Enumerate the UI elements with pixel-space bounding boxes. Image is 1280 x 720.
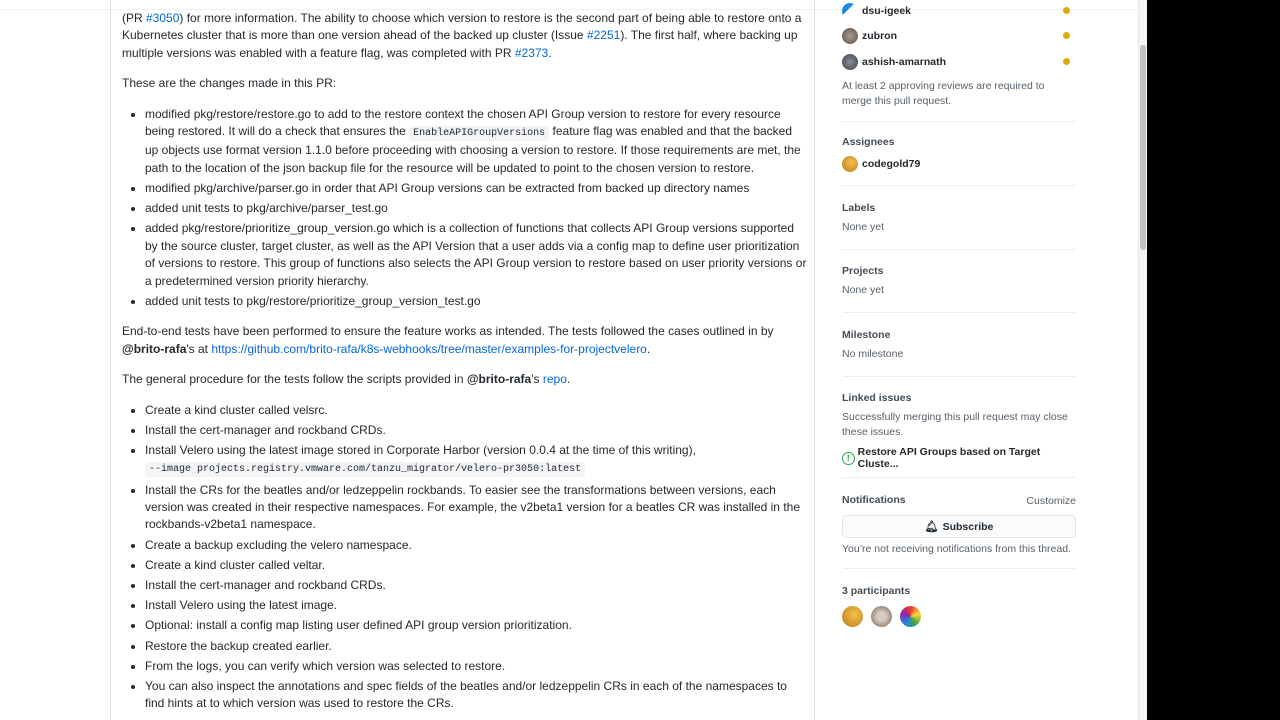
linked-issues-note: Successfully merging this pull request may close these issues. <box>842 411 1068 438</box>
assignee[interactable]: codegold79 <box>842 156 1076 172</box>
divider <box>842 185 1076 186</box>
pending-review-icon <box>1063 7 1070 14</box>
repo-link[interactable]: repo <box>542 372 567 387</box>
pr-link[interactable]: #3050 <box>146 11 180 25</box>
list-item: • added pkg/restore/prioritize_group_version.go which is a collection of functions that collects API Group versions supported by the source cluster, target cluster, as well as the API Version that a user adds via a config map to define user prioritization of versions to restore. This group of functions also selects the API Group version to restore based on user priority versions or a predetermined version priority hierarchy. <box>145 220 807 290</box>
labels-title[interactable]: Labels <box>842 202 876 214</box>
notifications-section <box>842 494 1076 557</box>
list-item: • Create a kind cluster called veltar. <box>145 557 807 574</box>
issue-link[interactable]: #2251 <box>586 28 621 43</box>
avatar <box>842 54 858 70</box>
pr-link[interactable]: #2373 <box>514 45 549 60</box>
reviewer-row[interactable]: zubron <box>842 27 1076 45</box>
list-item: • Create a backup excluding the velero namespace. <box>145 537 807 554</box>
user-mention[interactable]: @brito-rafa <box>122 341 187 356</box>
user-mention[interactable]: @brito-rafa <box>466 372 532 387</box>
list-item: • Install Velero using the latest image. <box>145 597 807 614</box>
list-item: • Install the cert-manager and rockband CRDs. <box>145 577 807 594</box>
bell-icon: 🔔︎ <box>924 521 939 533</box>
list-item: • modified pkg/restore/restore.go to add to the restore context the chosen API Group version to restore for every resource being restored. It will do a check that ensures the EnableAPIGroupVersions feature flag was enabled and that the backed up objects use format version 1.1.0 before proceeding with choosing a version to restore. If those requirements are met, the path to the location of the json backup file for the resource will be updated to point to the chosen version to restore. <box>145 106 807 178</box>
avatar[interactable] <box>871 606 892 627</box>
notifications-title: Notifications <box>842 494 906 506</box>
divider <box>842 477 1076 478</box>
list-item: • Restore the backup created earlier. <box>145 638 807 655</box>
scrollbar-thumb[interactable] <box>1140 45 1146 250</box>
inline-code: --image projects.registry.vmware.com/tanzu_migrator/velero-pr3050:latest <box>145 462 585 477</box>
list-item: • modified pkg/archive/parser.go in order that API Group versions can be extracted from backed up directory names <box>145 180 807 197</box>
list-item: • From the logs, you can verify which version was selected to restore. <box>145 658 807 675</box>
list-item: • Create a kind cluster called velsrc. <box>145 402 807 419</box>
e2e-paragraph: End-to-end tests have been performed to ensure the feature works as intended. The tests followed the cases outlined in by @brito-rafa's at https://github.com/brito-rafa/k8s-webhooks/tree/master/examples-for-projectvelero. <box>122 324 774 356</box>
participants-section <box>842 585 1076 627</box>
list-item: • You can also inspect the annotations and spec fields of the beatles and/or ledzeppelin CRs in each of the namespaces to find hints at to which version was used to restore the CRs. <box>145 678 807 713</box>
linked-issues-section <box>842 392 1076 470</box>
changes-heading: These are the changes made in this PR: <box>122 76 337 91</box>
changes-list <box>145 106 807 311</box>
milestone-title[interactable]: Milestone <box>842 329 891 341</box>
divider <box>842 249 1076 250</box>
list-item: • Optional: install a config map listing user defined API group version prioritization. <box>145 617 807 634</box>
intro-paragraph: (PR #3050) for more information. The ability to choose which version to restore is the second part of being able to restore onto a Kubernetes cluster that is more than one version ahead of the backed up cluster (Issue #2251). The first half, where backing up multiple versions was enabled with a feature flag, was completed with PR #2373. <box>122 11 802 60</box>
reviewer-row[interactable]: dsu-igeek <box>842 2 1076 20</box>
procedure-paragraph: The general procedure for the tests follow the scripts provided in @brito-rafa's repo. <box>122 372 571 387</box>
scrollbar[interactable] <box>1138 0 1147 720</box>
assignees-title[interactable]: Assignees <box>842 136 895 148</box>
projects-value: None yet <box>842 284 885 296</box>
issue-open-icon: ! <box>842 452 855 465</box>
pr-description <box>110 0 815 720</box>
customize-link[interactable]: Customize <box>1026 495 1076 507</box>
inline-code: EnableAPIGroupVersions <box>409 126 549 141</box>
labels-section <box>842 202 1076 235</box>
divider <box>842 568 1076 569</box>
avatar <box>842 28 858 44</box>
examples-link[interactable]: https://github.com/brito-rafa/k8s-webhooks/tree/master/examples-for-projectvelero <box>211 341 647 356</box>
notifications-note: You’re not receiving notifications from this thread. <box>842 543 1071 555</box>
milestone-section <box>842 329 1076 362</box>
projects-title[interactable]: Projects <box>842 265 884 277</box>
participants-title: 3 participants <box>842 585 911 597</box>
avatar[interactable] <box>900 606 921 627</box>
labels-value: None yet <box>842 221 885 233</box>
linked-issue[interactable]: ! Restore API Groups based on Target Cluste... <box>842 446 1076 470</box>
list-item: • added unit tests to pkg/archive/parser_test.go <box>145 200 807 217</box>
linked-issues-title: Linked issues <box>842 392 912 404</box>
participants-avatars <box>842 606 1076 627</box>
avatar <box>842 156 858 172</box>
list-item: • added unit tests to pkg/restore/prioritize_group_version_test.go <box>145 293 807 310</box>
divider <box>842 376 1076 377</box>
pending-review-icon <box>1063 32 1070 39</box>
reviewers-note: At least 2 approving reviews are required to merge this pull request. <box>842 80 1045 107</box>
subscribe-button[interactable]: 🔔︎ Subscribe <box>842 515 1076 538</box>
milestone-value: No milestone <box>842 348 904 360</box>
pending-review-icon <box>1063 58 1070 65</box>
assignees-section <box>842 136 1076 172</box>
reviewer-row[interactable]: ashish-amarnath <box>842 53 1076 71</box>
list-item: • Install Velero using the latest image stored in Corporate Harbor (version 0.0.4 at the time of this writing), --image projects.registry.vmware.com/tanzu_migrator/velero-pr3050:latest <box>145 442 807 479</box>
projects-section <box>842 265 1076 298</box>
list-item: • Install the CRs for the beatles and/or ledzeppelin rockbands. To easier see the transformations between versions, each version was created in their respective namespaces. For example, the v2beta1 version for a beatles CR was installed in the rockbands-v2beta1 namespace. <box>145 482 807 534</box>
list-item: • Install the cert-manager and rockband CRDs. <box>145 422 807 439</box>
avatar[interactable] <box>842 606 863 627</box>
divider <box>842 312 1076 313</box>
steps-list <box>145 402 807 713</box>
avatar <box>842 3 858 19</box>
divider <box>842 121 1076 122</box>
